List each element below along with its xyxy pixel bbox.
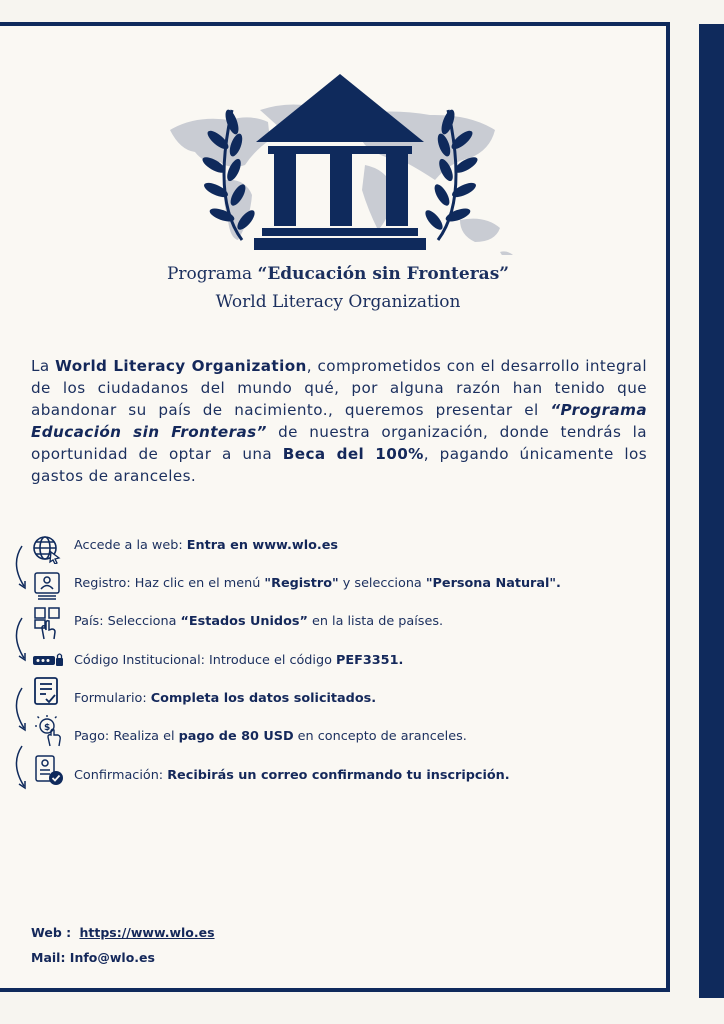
intro-beca: Beca del 100%: [282, 445, 424, 463]
intro-program: “Programa Educación sin Fronteras”: [31, 401, 647, 441]
organization-name: World Literacy Organization: [215, 292, 461, 312]
program-name: “Educación sin Fronteras”: [257, 264, 510, 284]
confirmation-icon: [32, 754, 64, 786]
arrow-icon: [10, 544, 30, 592]
intro-text-3: de nuestra organización, donde tendrás la oportunidad de optar a una: [31, 423, 647, 463]
globe-icon: [31, 534, 61, 564]
intro-text-1: La: [31, 357, 56, 375]
step-payment: Pago: Realiza el pago de 80 USD en concepto de aranceles.: [74, 729, 467, 744]
password-icon: [32, 652, 64, 668]
side-bar: [699, 24, 724, 998]
footer-web: [31, 925, 215, 940]
payment-icon: [34, 713, 64, 747]
intro-text-2: , comprometidos con el desarrollo integral de los ciudadanos del mundo qué, por alguna razón han tenido que abandonar su país de nacimiento., queremos presentar el: [31, 357, 648, 419]
select-country-icon: [32, 606, 62, 640]
arrow-icon: [10, 744, 30, 792]
web-link[interactable]: https://www.wlo.es: [79, 925, 215, 940]
program-title: [0, 264, 676, 284]
step-register: Registro: Haz clic en el menú "Registro" y selecciona "Persona Natural".: [74, 576, 561, 591]
step-country: País: Selecciona “Estados Unidos” en la lista de países.: [74, 614, 444, 629]
intro-org: World Literacy Organization: [55, 357, 307, 375]
temple-icon: [254, 74, 426, 250]
intro-text-4: , pagando únicamente los gastos de aranceles.: [31, 445, 648, 485]
web-label: Web :: [31, 925, 72, 940]
arrow-icon: [10, 616, 30, 664]
arrow-icon: [10, 686, 30, 734]
step-institutional-code: Código Institucional: Introduce el código PEF3351.: [74, 653, 404, 668]
form-icon: [32, 676, 62, 706]
program-prefix: Programa: [166, 264, 253, 284]
register-icon: [32, 570, 62, 600]
step-form: Formulario: Completa los datos solicitados.: [74, 691, 377, 706]
svg-text:$: $: [44, 723, 51, 733]
footer-mail[interactable]: Mail: Info@wlo.es: [31, 950, 155, 965]
step-access-web: Accede a la web: Entra en www.wlo.es: [74, 538, 339, 553]
organization-logo: [150, 70, 530, 255]
step-confirmation: Confirmación: Recibirás un correo confirmando tu inscripción.: [74, 768, 510, 783]
intro-paragraph: [31, 355, 647, 487]
